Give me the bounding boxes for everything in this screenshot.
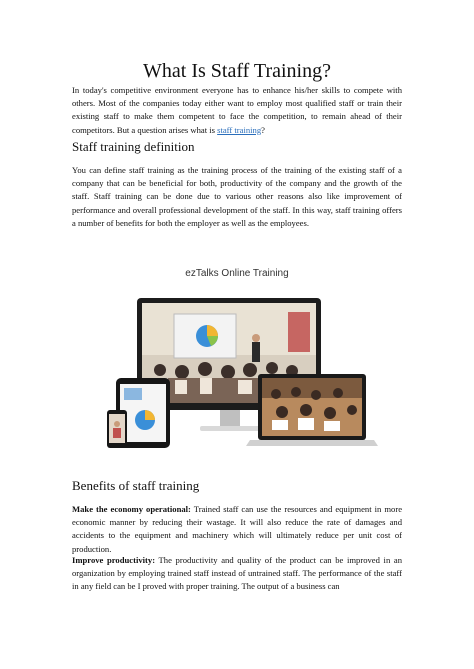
laptop-illustration <box>246 374 378 446</box>
benefits-heading: Benefits of staff training <box>72 478 200 493</box>
phone-illustration <box>107 410 127 448</box>
staff-training-link[interactable]: staff training <box>217 124 262 135</box>
image-caption: ezTalks Online Training <box>185 268 289 279</box>
benefit-economy <box>72 503 402 556</box>
benefit-economy-label: Make the economy operational: <box>72 504 191 514</box>
intro-text: In today's competitive environment everyone has to enhance his/her skills to compete with others. Most of the companies today either want to employ most qualified staff or train their existing staff to make them competent to face the competition, to remain ahead of their competitors. But a question arises what is <box>72 85 402 135</box>
benefit-productivity-text: The productivity and quality of the product can be improved in an organization by employing trained staff instead of untrained staff. The performance of the staff in any field can be I proved with proper training. The output of a business can <box>72 555 402 592</box>
intro-text-end: ? <box>261 124 265 135</box>
benefit-productivity-label: Improve productivity: <box>72 555 156 565</box>
page-title: What Is Staff Training? <box>143 60 331 82</box>
benefit-productivity <box>72 554 402 594</box>
definition-paragraph: You can define staff training as the training process of the training of the existing staff of a company that can be beneficial for both, productivity of the company and the growth of the staff. Staff training can be done due to various other reasons also like improvement of performance and overall professional development of the staff. In this way, staff training offers a number of benefits for both the employer as well as the employees. <box>72 165 402 228</box>
benefit-economy-text: Trained staff can use the resources and equipment in more economic manner by reducing their wastage. It will also reduce the rate of damages and accidents to the equipment and machinery which will ultimately reduce per unit cost of production. <box>72 504 403 554</box>
definition-heading: Staff training definition <box>72 139 195 154</box>
